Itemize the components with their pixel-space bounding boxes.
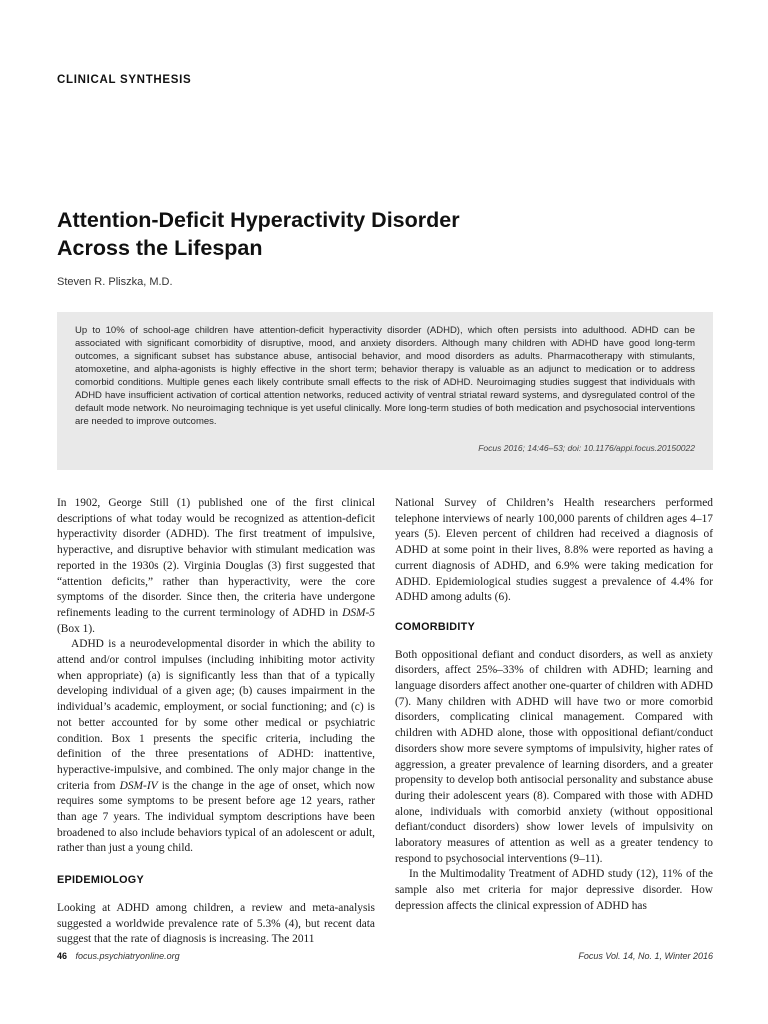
section-label: CLINICAL SYNTHESIS <box>57 74 192 86</box>
author-byline: Steven R. Pliszka, M.D. <box>57 276 173 288</box>
body-column-left <box>57 496 375 948</box>
section-heading-comorbidity: COMORBIDITY <box>395 620 476 633</box>
abstract-text: Up to 10% of school-age children have attention-deficit hyperactivity disorder (ADHD), which often persists into adulthood. ADHD can be associated with significant comorbidity of disruptive, mood, and anxiety disorders. Although many children with ADHD have good long-term outcomes, a significant subset has substance abuse, antisocial behavior, and mood disorders as adults. Pharmacotherapy with stimulants, atomoxetine, and alpha-agonists is highly effective in the short term; behavior therapy is valuable as an adjunct to medication or to address comorbid conditions. Multiple genes each likely contribute small effects to the risk of ADHD. Neuroimaging studies suggest that individuals with ADHD have insufficient activation of cortical attention networks, reduced activity of ventral striatal reward systems, and dysregulated control of the default mode network. No neuroimaging technique is yet useful clinically. More long-term studies of both medication and psychosocial interventions are needed to improve outcomes. <box>75 325 695 427</box>
title-line-2: Across the Lifespan <box>57 236 263 260</box>
page-footer-left <box>57 951 180 961</box>
paragraph: Looking at ADHD among children, a review and meta-analysis suggested a worldwide prevalence rate of 5.3% (4), but recent data suggest that the rate of diagnosis is increasing. The 2011 <box>57 901 375 946</box>
article-title <box>57 206 657 262</box>
journal-issue: Focus Vol. 14, No. 1, Winter 2016 <box>578 951 713 961</box>
paragraph: In the Multimodality Treatment of ADHD study (12), 11% of the sample also met criteria for major depressive disorder. How depression affects the clinical expression of ADHD has <box>395 868 713 912</box>
paragraph: Both oppositional defiant and conduct disorders, as well as anxiety disorders, affect 25%–33% of children with ADHD; learning and language disorders affect another one-quarter of children with ADHD (7). Many children with ADHD will have two or more comorbid disorders, complicating clinical management. Compared with children with ADHD alone, those with oppositional defiant/conduct disorders show more severe symptoms of impulsivity, higher rates of aggression, a greater prevalence of learning disorders, and a greater propensity to develop both antisocial personality and substance abuse during their adolescent years (8). Compared with those with ADHD alone, individuals with comorbid anxiety (without oppositional defiant/conduct disorders) show lower levels of impulsivity on laboratory measures of attention as well as a greater tendency to respond to psychosocial interventions (9–11). <box>395 648 713 865</box>
citation: Focus 2016; 14:46–53; doi: 10.1176/appi.focus.20150022 <box>478 443 695 453</box>
body-column-right <box>395 496 713 915</box>
page-number: 46 <box>57 951 68 961</box>
abstract-box <box>57 312 713 470</box>
paragraph: ADHD is a neurodevelopmental disorder in which the ability to attend and/or control impulses (including inhibiting motor activity when appropriate) (a) is significantly less than that of a typically developing individual of a given age; (b) causes impairment in the individual’s academic, employment, or social functioning; and (c) is not better accounted for by some other medical or psychiatric condition. Box 1 presents the specific criteria, including the definition of the three presentations of ADHD: inattentive, hyperactive-impulsive, and combined. The only major change in the criteria from DSM-IV is the change in the age of onset, which now requires some symptoms to be present before age 12 years, rather than age 7 years. The individual symptom descriptions have been broadened to also include behaviors typical of an adolescent or adult, rather than just a young child. <box>57 638 375 855</box>
paragraph: In 1902, George Still (1) published one of the first clinical descriptions of what today would be recognized as attention-deficit hyperactivity disorder (ADHD). The first treatment of impulsive, hyperactive, and disruptive behavior with stimulant medication was reported in the 1930s (2). Virginia Douglas (3) first suggested that “attention deficits,” rather than hyperactivity, were the core symptoms of the disorder. Since then, the criteria have undergone refinements leading to the current terminology of ADHD in DSM-5 (Box 1). <box>57 497 375 635</box>
title-line-1: Attention-Deficit Hyperactivity Disorder <box>57 208 460 232</box>
paragraph: National Survey of Children’s Health researchers performed telephone interviews of nearly 100,000 parents of children ages 4–17 years (5). Eleven percent of children had received a diagnosis of ADHD at some point in their lives, 8.8% were reported as having a current diagnosis of ADHD, and 6.9% were taking medication for ADHD. Epidemiological studies suggest a prevalence of 4.4% for ADHD among adults (6). <box>395 497 713 604</box>
journal-url: focus.psychiatryonline.org <box>75 951 180 961</box>
section-heading-epidemiology: EPIDEMIOLOGY <box>57 874 144 887</box>
